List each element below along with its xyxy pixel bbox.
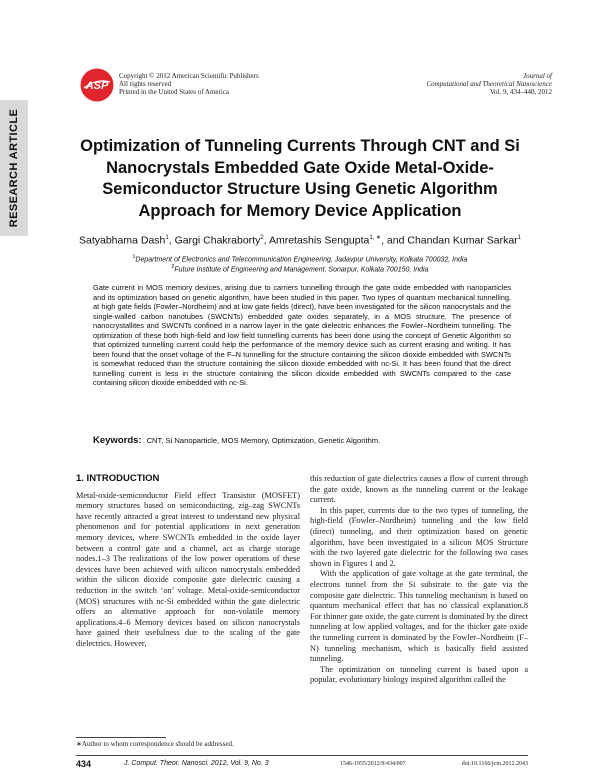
affiliation-text: Department of Electronics and Telecommunication Engineering, Jadavpur University, Kolkata 700032, India <box>135 256 468 264</box>
journal-of: Journal of <box>523 72 552 80</box>
author-affiliation-mark: 1 <box>165 235 169 241</box>
copyright-line: Copyright © 2012 American Scientific Publishers <box>119 72 259 80</box>
author-name: Amretashis Sengupta <box>268 234 370 247</box>
journal-name: Computational and Theoretical Nanoscience <box>426 80 552 88</box>
keywords-text: CNT, Si Nanoparticle, MOS Memory, Optimization, Genetic Algorithm. <box>146 436 381 445</box>
logo-text: ASP <box>85 80 109 92</box>
body-paragraph: Metal-oxide-semiconductor Field effect Transistor (MOSFET) memory structures based on semiconducting, zig–zag SWCNTs have recently attracted a great interest to understand new physical phenomenon and for potential applications in next generation memory devices, where SWCNTs embedded in the oxide layer between a control gate and a channel, act as charge storage nodes.1–3 The realizations of the low power operations of these devices have been achieved with silicon nanocrystals embedded within the silicon dioxide composite gate dielectric causing a reduction in the switch ‘on’ voltage. Metal-oxide-semiconductor (MOS) structures with nc-Si embedded within the gate dielectric offers an alternative approach for non-volatile memory applications.4–6 Memory devices based on silicon nanocrystals have gained their usefulness due to the scaling of the gate dielectrics. However, <box>76 490 300 648</box>
body-paragraph: this reduction of gate dielectrics causes a flow of current through the gate oxide, known as the tunneling current or the leakage current. <box>310 474 528 505</box>
article-type-tab <box>0 100 28 236</box>
keywords <box>93 435 380 446</box>
page-number: 434 <box>76 759 92 769</box>
author-name: Chandan Kumar Sarkar <box>407 234 518 247</box>
footer-journal-citation: J. Comput. Theor. Nanosci. 2012, Vol. 9, No. 3 <box>124 760 269 767</box>
article-title: Optimization of Tunneling Currents Through CNT and Si Nanocrystals Embedded Gate Oxide Metal-Oxide-Semiconductor Structure Using Genetic Algorithm Approach for Memory Device Application <box>80 137 520 220</box>
author-list <box>60 234 540 247</box>
author-separator: , <box>263 234 269 247</box>
abstract: Gate current in MOS memory devices, arising due to carriers tunnelling through the gate oxide embedded with nanoparticles and its optimization based on genetic algorithm, have been studied in this paper. Two types of quantum mechanical tunnelling, at high gate fields (Fowler–Nordheim) and at low gate fields (direct), have been investigated for the silicon nanocrystals and the single-walled carbon nanotubes (SWCNTs) embedded gate oxides separately, in a MOS structure. The presence of nanocrystallites and SWCNTs confined in a narrow layer in the gate dielectric enhances the Fowler–Nordheim tunnelling. The optimization of these both high-field and low field tunnelling currents has been done using the concept of Genetic Algorithm so that optimized tunnelling current could help the performance of the memory device such as current erasing and writing. It has been found that the onset voltage of the F–N tunnelling for the structure containing the silicon dioxide embedded with SWCNTs is somewhat reduced than the structure containing the silicon dioxide embedded with nc-Si. It has been found that the direct tunnelling current is less in the structure containing the silicon dioxide embedded with SWCNTs compared to the case containing silicon dioxide embedded with nc-Si. <box>93 283 511 387</box>
affiliation-2 <box>60 264 540 273</box>
keywords-label: Keywords: <box>93 435 142 446</box>
body-column-right <box>310 474 528 686</box>
affiliation-mark: 2 <box>171 264 175 270</box>
author-name: Gargi Chakraborty <box>174 234 261 247</box>
copyright-line: Printed in the United States of America <box>119 88 230 96</box>
author-affiliation-mark: 1, ∗ <box>369 235 382 241</box>
body-paragraph: With the application of gate voltage at the gate terminal, the electrons tunnel from the Si substrate to the gate via the composite gate dielectric. This tunneling mechanism is based on quantum mechanical effect that has no classical explanation.8 For thinner gate oxide, the gate current is dominated by the direct tunneling at low applied voltages, and for the thicker gate oxide the tunneling current is dominated by the Fowler–Nordheim (F–N) tunneling mechanism, which is basically field assisted tunneling. <box>310 569 528 664</box>
journal-header <box>426 72 552 96</box>
author-affiliation-mark: 1 <box>517 235 522 241</box>
author-separator: , and <box>381 234 408 247</box>
journal-volume: Vol. 9, 434–440, 2012 <box>489 88 552 96</box>
affiliation-mark: 1 <box>132 254 136 260</box>
author-separator: , <box>168 234 175 247</box>
asp-logo <box>80 68 114 102</box>
article-type-label: RESEARCH ARTICLE <box>8 108 20 228</box>
affiliation-text: Future Institute of Engineering and Management, Sonarpur, Kolkata 700150, India <box>174 266 429 274</box>
affiliation-1 <box>60 254 540 263</box>
corresponding-author-footnote: ∗Author to whom correspondence should be addressed. <box>76 740 234 748</box>
author-affiliation-mark: 2 <box>260 235 264 241</box>
body-column-left <box>76 474 300 650</box>
section-heading: 1. INTRODUCTION <box>76 473 160 484</box>
body-paragraph: In this paper, currents due to the two types of tunneling, the high-field (Fowler–Nordheim) tunneling and the low field (direct) tunneling, and their optimization based on genetic algorithm, have been investigated in a silicon MOS Structure with the two layered gate dielectric for the following two cases shown in Figures 1 and 2. <box>310 505 528 568</box>
body-paragraph: The optimization on tunneling current is based upon a popular, evolutionary biology inspired algorithm called the <box>310 664 528 685</box>
footer-doi: doi:10.1166/jctn.2012.2043 <box>461 761 528 767</box>
footer-issn: 1546-1955/2012/9/434/007 <box>340 761 406 767</box>
copyright-line: All rights reserved <box>119 80 172 88</box>
footnote-rule <box>76 737 166 738</box>
author-name: Satyabhama Dash <box>78 234 166 247</box>
copyright-notice <box>119 72 259 96</box>
footer-rule <box>76 755 528 756</box>
